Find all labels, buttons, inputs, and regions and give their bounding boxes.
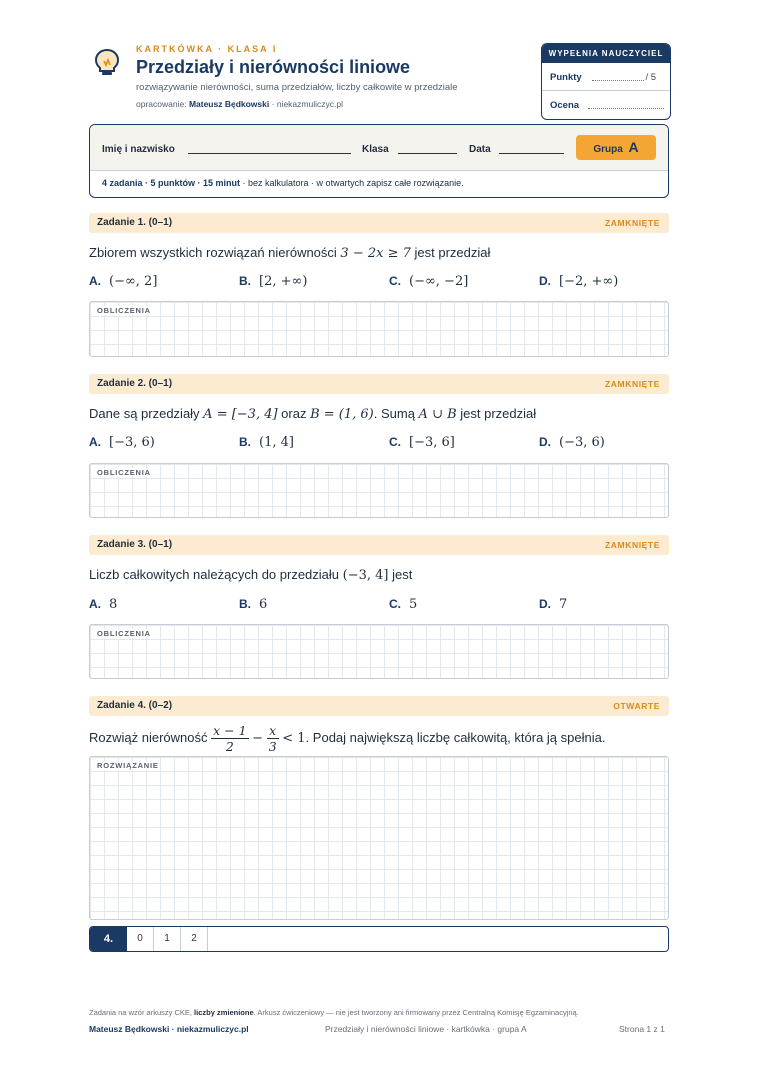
option-value: [−2, +∞) (559, 274, 619, 289)
option-value: 8 (109, 597, 118, 612)
task-1-name: Zadanie 1. (0–1) (97, 217, 173, 228)
option-letter: D. (539, 435, 551, 449)
author-site: niekazmuliczyc.pl (276, 99, 343, 109)
name-field[interactable] (188, 153, 351, 154)
author-line (136, 99, 343, 109)
class-label: Klasa (362, 144, 389, 155)
date-label: Data (469, 144, 491, 155)
fraction-1 (211, 723, 248, 754)
task-2-question (89, 406, 536, 422)
task-2-header (89, 374, 669, 394)
option-value: (−∞, 2] (109, 274, 158, 289)
task-2-option-d[interactable] (539, 434, 605, 450)
fraction-denominator: 3 (268, 739, 277, 754)
task-2-work-area[interactable] (89, 463, 669, 518)
task-3-option-b[interactable] (239, 596, 267, 612)
option-value: [−3, 6) (109, 435, 155, 450)
task-1-math: 3 − 2x ≥ 7 (340, 246, 411, 261)
task-4-work-area[interactable] (89, 756, 669, 920)
teacher-box-heading: WYPEŁNIA NAUCZYCIEL (542, 44, 670, 63)
score-option[interactable]: 0 (127, 927, 154, 951)
task-1-option-d[interactable] (539, 273, 618, 289)
option-value: 7 (559, 597, 568, 612)
points-field[interactable] (592, 73, 644, 81)
task-2-text: . Sumą (373, 406, 419, 421)
task-1-work-area[interactable] (89, 301, 669, 357)
task-3-question (89, 567, 412, 583)
task-3-text: Liczb całkowitych należących do przedziału (89, 567, 343, 582)
footer-page-number: Strona 1 z 1 (619, 1024, 665, 1034)
author-prefix: opracowanie: (136, 99, 187, 109)
option-letter: B. (239, 435, 251, 449)
task-3-header (89, 535, 669, 555)
task-3-name: Zadanie 3. (0–1) (97, 539, 173, 550)
option-letter: B. (239, 274, 251, 288)
option-value: 5 (409, 597, 418, 612)
task-1-type: ZAMKNIĘTE (605, 218, 660, 228)
grade-row (550, 100, 664, 111)
task-2-option-a[interactable] (89, 434, 155, 450)
task-2-text: oraz (277, 406, 311, 421)
task-4-text-end: . Podaj największą liczbę całkowitą, która ją spełnia. (305, 729, 606, 745)
student-fields (90, 125, 668, 171)
task-2-math-union: A ∪ B (418, 407, 457, 422)
option-letter: C. (389, 597, 401, 611)
option-letter: C. (389, 274, 401, 288)
task-4-score-row (89, 926, 669, 952)
worksheet-kicker: KARTKÓWKA · KLASA I (136, 44, 278, 54)
lightbulb-icon (90, 46, 124, 80)
author-name: Mateusz Będkowski (188, 99, 270, 109)
task-1-text-end: jest przedział (410, 245, 491, 260)
option-value: (1, 4] (259, 435, 294, 450)
task-2-option-c[interactable] (389, 434, 455, 450)
task-1-header (89, 213, 669, 233)
task-2-name: Zadanie 2. (0–1) (97, 378, 173, 389)
task-2-option-b[interactable] (239, 434, 294, 450)
grade-field[interactable] (588, 101, 664, 109)
page-title: Przedziały i nierówności liniowe (136, 57, 411, 77)
score-option[interactable]: 1 (154, 927, 181, 951)
option-letter: A. (89, 274, 101, 288)
footer-note-text: . Arkusz ćwiczeniowy — nie jest tworzony ani firmowany przez Centralną Komisję Egzaminacyjną. (253, 1008, 579, 1017)
work-area-label: OBLICZENIA (97, 306, 151, 315)
points-label: Punkty (550, 72, 582, 83)
task-2-text: Dane są przedziały (89, 406, 204, 421)
task-4-header (89, 696, 669, 716)
option-letter: D. (539, 274, 551, 288)
task-1-option-b[interactable] (239, 273, 307, 289)
grade-label: Ocena (550, 100, 580, 111)
task-1-option-c[interactable] (389, 273, 468, 289)
teacher-box (541, 43, 671, 120)
option-letter: B. (239, 597, 251, 611)
teacher-box-divider (542, 90, 670, 91)
inequality: < 1 (282, 730, 306, 746)
class-field[interactable] (398, 153, 457, 154)
page-subtitle: rozwiązywanie nierówności, suma przedziałów, liczby całkowite w przedziale (136, 82, 458, 93)
footer-note-text: Zadania na wzór arkuszy CKE, (89, 1008, 195, 1017)
task-1-question (89, 245, 490, 261)
name-label: Imię i nazwisko (102, 144, 175, 155)
task-3-math: (−3, 4] (342, 568, 389, 583)
footer-title: Przedziały i nierówności liniowe · kartkówka · grupa A (325, 1024, 527, 1034)
task-1-option-a[interactable] (89, 273, 157, 289)
option-value: (−∞, −2] (409, 274, 469, 289)
fraction-denominator: 2 (225, 739, 234, 754)
option-letter: C. (389, 435, 401, 449)
info-rules: · bez kalkulatora · w otwartych zapisz całe rozwiązanie. (240, 178, 464, 188)
option-letter: A. (89, 435, 101, 449)
footer-note-bold: liczby zmienione (194, 1008, 254, 1017)
option-letter: A. (89, 597, 101, 611)
footer-author: Mateusz Będkowski · niekazmuliczyc.pl (89, 1024, 249, 1034)
task-3-text-end: jest (388, 567, 413, 582)
footer-note (89, 1008, 579, 1017)
work-area-label: OBLICZENIA (97, 629, 151, 638)
task-3-work-area[interactable] (89, 624, 669, 679)
task-4-text: Rozwiąż nierówność (89, 729, 212, 745)
points-row (550, 72, 664, 83)
score-task-number: 4. (90, 927, 127, 951)
task-3-type: ZAMKNIĘTE (605, 540, 660, 550)
option-value: 6 (259, 597, 268, 612)
task-2-text: jest przedział (456, 406, 537, 421)
fraction-numerator: x − 1 (213, 723, 247, 738)
fraction-numerator: x (267, 723, 279, 739)
work-area-label: ROZWIĄZANIE (97, 761, 159, 770)
minus-sign: − (252, 730, 264, 746)
task-4-name: Zadanie 4. (0–2) (97, 700, 173, 711)
option-letter: D. (539, 597, 551, 611)
group-letter: A (628, 139, 639, 155)
task-4-type: OTWARTE (613, 701, 660, 711)
fraction-2 (267, 723, 279, 754)
work-area-label: OBLICZENIA (97, 468, 151, 477)
task-4-question (89, 723, 605, 754)
info-summary: 4 zadania · 5 punktów · 15 minut (102, 178, 241, 188)
group-label: Grupa (593, 144, 623, 155)
task-3-option-a[interactable] (89, 596, 117, 612)
task-2-math-b: B = (1, 6) (310, 407, 374, 422)
worksheet-info (102, 178, 464, 188)
task-2-math-a: A = [−3, 4] (203, 407, 278, 422)
group-badge (576, 135, 656, 160)
option-value: [−3, 6] (409, 435, 455, 450)
task-3-option-d[interactable] (539, 596, 567, 612)
points-max: / 5 (645, 72, 656, 83)
task-3-option-c[interactable] (389, 596, 417, 612)
option-value: [2, +∞) (259, 274, 308, 289)
option-value: (−3, 6) (559, 435, 605, 450)
task-2-type: ZAMKNIĘTE (605, 379, 660, 389)
author-sep: · (271, 99, 275, 109)
score-option[interactable]: 2 (181, 927, 208, 951)
date-field[interactable] (499, 153, 564, 154)
student-box (89, 124, 669, 198)
task-1-text: Zbiorem wszystkich rozwiązań nierówności (89, 245, 341, 260)
